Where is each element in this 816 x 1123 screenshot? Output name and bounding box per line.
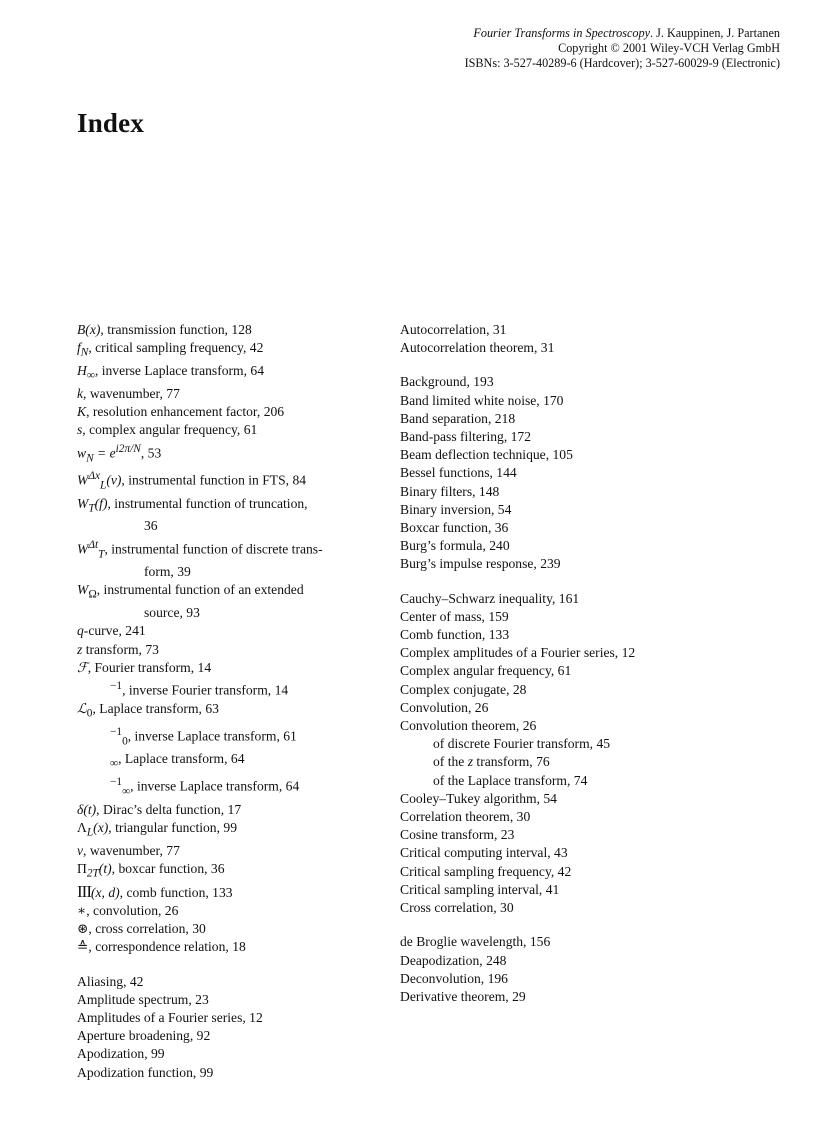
index-entry: K, resolution enhancement factor, 206 xyxy=(77,404,285,420)
index-entry: ν, wavenumber, 77 xyxy=(77,842,180,858)
index-entry: $W^{\Delta t}_T$, instrumental function of discrete trans- xyxy=(77,538,323,560)
index-entry: Cosine transform, 23 xyxy=(400,827,515,843)
index-entry: $W_T(f)$, instrumental function of truncation, xyxy=(77,495,308,515)
index-subentry: of discrete Fourier transform, 45 xyxy=(433,736,611,752)
index-entry: ℱ, Fourier transform, 14 xyxy=(77,659,212,675)
page-title: Index xyxy=(77,108,145,138)
index-entry: Boxcar function, 36 xyxy=(400,520,509,536)
index-entry: q-curve, 241 xyxy=(77,623,146,639)
index-entry: Critical sampling frequency, 42 xyxy=(400,863,572,879)
index-column-right xyxy=(400,321,700,1006)
index-entry: Band-pass filtering, 172 xyxy=(400,429,532,445)
index-entry: Correlation theorem, 30 xyxy=(400,809,531,825)
index-subentry: of the Laplace transform, 74 xyxy=(433,772,588,788)
index-entry: Deapodization, 248 xyxy=(400,952,507,968)
page-header xyxy=(465,26,780,71)
index-entry: Bessel functions, 144 xyxy=(400,465,517,481)
index-subentry: $_\infty$, Laplace transform, 64 xyxy=(110,751,245,770)
index-subentry: $^{-1}_\infty$, inverse Laplace transform, 64 xyxy=(110,776,300,798)
index-entry: Apodization function, 99 xyxy=(77,1064,214,1080)
index-entry: Cross correlation, 30 xyxy=(400,900,514,916)
index-entry: Aperture broadening, 92 xyxy=(77,1028,211,1044)
index-entry: $f_N$, critical sampling frequency, 42 xyxy=(77,340,264,359)
index-entry: Cauchy–Schwarz inequality, 161 xyxy=(400,590,580,606)
index-entry: B(x), transmission function, 128 xyxy=(77,322,252,337)
index-entry: de Broglie wavelength, 156 xyxy=(400,934,551,950)
index-entry: $W_\Omega$, instrumental function of an extended xyxy=(77,582,304,602)
index-entry: Convolution, 26 xyxy=(400,699,489,715)
index-entry: Complex amplitudes of a Fourier series, 12 xyxy=(400,645,636,661)
index-entry: Complex conjugate, 28 xyxy=(400,681,527,697)
index-entry: Amplitudes of a Fourier series, 12 xyxy=(77,1010,263,1026)
index-entry: Critical computing interval, 43 xyxy=(400,845,568,861)
index-entry: Center of mass, 159 xyxy=(400,608,509,624)
index-entry: Autocorrelation theorem, 31 xyxy=(400,340,555,356)
header-citation: Fourier Transforms in Spectroscopy. J. Kauppinen, J. Partanen xyxy=(473,26,780,40)
book-authors: J. Kauppinen, J. Partanen xyxy=(656,26,780,40)
index-entry: Background, 193 xyxy=(400,374,494,390)
index-entry: III(x, d), comb function, 133 xyxy=(77,881,233,901)
index-entry: Band limited white noise, 170 xyxy=(400,392,564,408)
index-entry: Amplitude spectrum, 23 xyxy=(77,991,209,1007)
index-subentry: $^{-1}$, inverse Fourier transform, 14 xyxy=(110,680,289,698)
index-entry: Critical sampling interval, 41 xyxy=(400,881,560,897)
group-separator xyxy=(77,957,359,973)
header-copyright: Copyright © 2001 Wiley-VCH Verlag GmbH xyxy=(558,41,780,55)
index-entry: Derivative theorem, 29 xyxy=(400,988,526,1004)
index-entry-continuation: 36 xyxy=(144,518,158,534)
header-isbns: ISBNs: 3-527-40289-6 (Hardcover); 3-527-60029-9 (Electronic) xyxy=(464,56,780,70)
index-entry: Binary filters, 148 xyxy=(400,483,500,499)
index-entry: s, complex angular frequency, 61 xyxy=(77,422,258,438)
index-entry: z transform, 73 xyxy=(77,641,159,657)
index-entry: ⊛, cross correlation, 30 xyxy=(77,921,206,937)
index-subentry: of the z transform, 76 xyxy=(433,754,550,770)
index-entry: $H_\infty$, inverse Laplace transform, 64 xyxy=(77,363,265,382)
index-entry: Deconvolution, 196 xyxy=(400,970,508,986)
group-separator xyxy=(400,574,700,590)
index-entry: Binary inversion, 54 xyxy=(400,501,512,517)
index-entry: Comb function, 133 xyxy=(400,627,510,643)
book-title: Fourier Transforms in Spectroscopy xyxy=(473,26,651,40)
group-separator xyxy=(400,357,700,373)
index-entry: $w_N = e^{i2\pi/N}$, 53 xyxy=(77,442,162,464)
group-separator xyxy=(400,917,700,933)
index-entry: Apodization, 99 xyxy=(77,1046,165,1062)
index-entry: Autocorrelation, 31 xyxy=(400,322,507,337)
index-entry-continuation: source, 93 xyxy=(144,605,200,621)
index-entry: $\Pi_{2T}(t)$, boxcar function, 36 xyxy=(77,860,225,880)
index-entry: k, wavenumber, 77 xyxy=(77,386,180,402)
index-entry: ∗, convolution, 26 xyxy=(77,903,179,919)
index-column-left xyxy=(77,321,359,1082)
index-entry: $W^{\Delta x}_L(\nu)$, instrumental function in FTS, 84 xyxy=(77,470,307,492)
index-entry-continuation: form, 39 xyxy=(144,564,191,580)
index-entry: ℒ$_0$, Laplace transform, 63 xyxy=(77,700,219,720)
index-entry: Band separation, 218 xyxy=(400,410,516,426)
index-entry: Burg’s impulse response, 239 xyxy=(400,556,561,572)
index-entry: Aliasing, 42 xyxy=(77,973,144,989)
index-entry: Cooley–Tukey algorithm, 54 xyxy=(400,790,557,806)
index-subentry: $^{-1}_0$, inverse Laplace transform, 61 xyxy=(110,725,297,747)
index-entry: δ(t), Dirac’s delta function, 17 xyxy=(77,801,242,817)
index-entry: $\Lambda_L(x)$, triangular function, 99 xyxy=(77,819,237,839)
index-entry: Convolution theorem, 26 xyxy=(400,718,537,734)
index-entry: Complex angular frequency, 61 xyxy=(400,663,572,679)
index-entry: ≙, correspondence relation, 18 xyxy=(77,939,246,955)
index-entry: Burg’s formula, 240 xyxy=(400,538,510,554)
index-entry: Beam deflection technique, 105 xyxy=(400,447,573,463)
